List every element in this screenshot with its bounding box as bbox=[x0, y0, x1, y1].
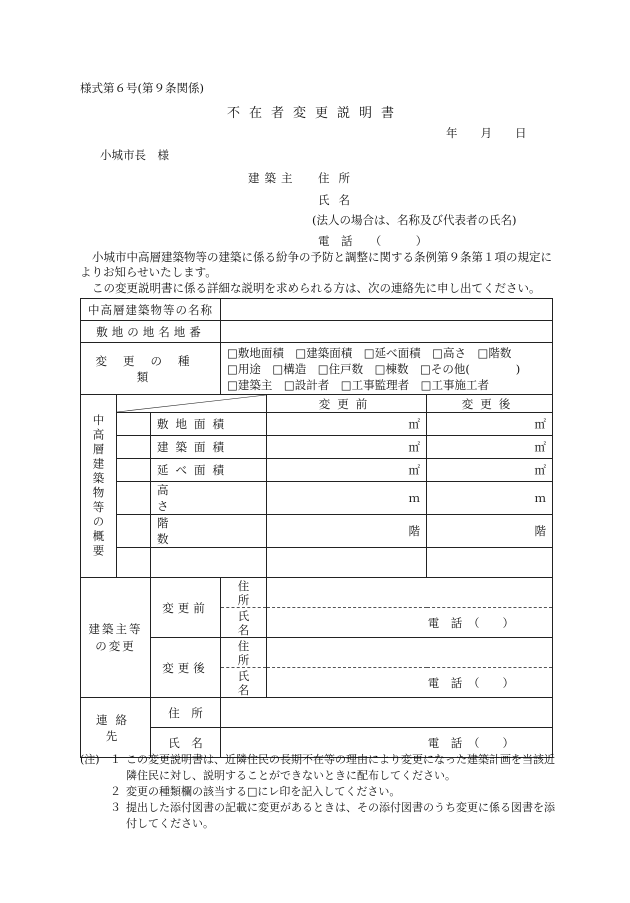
change-type-label: 変更の種類 bbox=[81, 343, 221, 395]
site-field[interactable] bbox=[221, 321, 553, 343]
note-item-1 bbox=[80, 752, 560, 784]
note-text: この変更説明書は、近隣住民の長期不在等の理由により変更になった建築計画を当該近隣住民に対し、説明することができないときに配布してください。 bbox=[126, 753, 555, 782]
owner-after-name-label: 氏名 bbox=[221, 668, 267, 698]
form-number: 様式第６号(第９条関係) bbox=[80, 81, 204, 95]
note-number: ２ bbox=[110, 785, 121, 798]
site-label: 敷地の地名地番 bbox=[81, 321, 221, 343]
note-item-2 bbox=[80, 784, 560, 800]
row-label-site-area: 敷地面積 bbox=[151, 413, 267, 436]
contact-instruction: この変更説明書に係る詳細な説明を求められる方は、次の連絡先に申し出てください。 bbox=[92, 281, 541, 295]
building-area-before[interactable]: ㎡ bbox=[267, 436, 427, 459]
stories-after[interactable]: 階 bbox=[427, 515, 553, 548]
change-options-row-3[interactable]: □建築主 □設計者 □工事監理者 □工事施工者 bbox=[227, 377, 489, 392]
floor-area-after[interactable]: ㎡ bbox=[427, 459, 553, 482]
height-before[interactable]: ｍ bbox=[267, 482, 427, 515]
row-label-building-area: 建築面積 bbox=[151, 436, 267, 459]
notes-section bbox=[80, 752, 560, 832]
change-form-table bbox=[80, 298, 553, 758]
height-after[interactable]: ｍ bbox=[427, 482, 553, 515]
site-area-before[interactable]: ㎡ bbox=[267, 413, 427, 436]
contact-name-label: 氏 名 bbox=[151, 728, 221, 758]
owner-after-phone[interactable]: 電 話 （ ） bbox=[267, 668, 553, 698]
contact-address-label: 住 所 bbox=[151, 698, 221, 728]
owner-before-address-field[interactable] bbox=[267, 578, 553, 608]
overview-label: 中高層建築物等の概要 bbox=[81, 395, 117, 578]
row-label-stories: 階数 bbox=[151, 515, 267, 548]
row-label-floor-area: 延べ面積 bbox=[151, 459, 267, 482]
contact-label: 連絡先 bbox=[81, 698, 151, 758]
contact-phone[interactable]: 電 話 （ ） bbox=[221, 728, 553, 758]
document-title: 不在者変更説明書 bbox=[226, 106, 403, 121]
owner-after-address-field[interactable] bbox=[267, 638, 553, 668]
change-options-row-1[interactable]: □敷地面積 □建築面積 □延べ面積 □高さ □階数 bbox=[227, 345, 512, 360]
intro-paragraph: 小城市中高層建築物等の建築に係る紛争の予防と調整に関する条例第９条第１項の規定によりお知らせいたします。 bbox=[80, 250, 552, 279]
note-number: １ bbox=[110, 753, 121, 766]
applicant-address-label: 住所 bbox=[318, 171, 359, 185]
applicant-corp-note: (法人の場合は、名称及び代表者の氏名) bbox=[312, 213, 517, 227]
building-name-label: 中高層建築物等の名称 bbox=[81, 299, 221, 321]
notes-label: (注) bbox=[80, 753, 100, 766]
owner-change-label: 建築主等の変更 bbox=[81, 578, 151, 698]
overview-blank-before[interactable] bbox=[267, 548, 427, 578]
change-type-options[interactable] bbox=[221, 343, 553, 395]
floor-area-before[interactable]: ㎡ bbox=[267, 459, 427, 482]
note-item-3 bbox=[80, 800, 560, 832]
owner-before-phone[interactable]: 電 話 （ ） bbox=[267, 608, 553, 638]
owner-before-name-label: 氏名 bbox=[221, 608, 267, 638]
building-area-after[interactable]: ㎡ bbox=[427, 436, 553, 459]
overview-blank-after[interactable] bbox=[427, 548, 553, 578]
date-line: 年 月 日 bbox=[446, 126, 527, 140]
owner-after-label: 変更後 bbox=[151, 638, 221, 698]
overview-blank-label bbox=[151, 548, 267, 578]
stories-before[interactable]: 階 bbox=[267, 515, 427, 548]
owner-after-addr-label: 住所 bbox=[221, 638, 267, 668]
after-header: 変更後 bbox=[427, 395, 553, 413]
contact-address-field[interactable] bbox=[221, 698, 553, 728]
applicant-name-label: 氏名 bbox=[318, 193, 359, 207]
owner-before-label: 変更前 bbox=[151, 578, 221, 638]
note-number: ３ bbox=[110, 801, 121, 814]
applicant-role: 建築主 bbox=[248, 171, 298, 185]
change-options-row-2[interactable]: □用途 □構造 □住戸数 □棟数 □その他( ) bbox=[227, 361, 521, 376]
before-header: 変更前 bbox=[267, 395, 427, 413]
building-name-field[interactable] bbox=[221, 299, 553, 321]
site-area-after[interactable]: ㎡ bbox=[427, 413, 553, 436]
applicant-phone: 電 話 （ ） bbox=[318, 234, 428, 248]
row-label-height: 高さ bbox=[151, 482, 267, 515]
note-text: 変更の種類欄の該当する□にレ印を記入してください。 bbox=[126, 785, 401, 798]
diagonal-header-cell bbox=[117, 395, 267, 413]
owner-before-addr-label: 住所 bbox=[221, 578, 267, 608]
addressee: 小城市長 様 bbox=[100, 148, 169, 162]
note-text: 提出した添付図書の記載に変更があるときは、その添付図書のうち変更に係る図書を添付してください。 bbox=[126, 801, 555, 830]
